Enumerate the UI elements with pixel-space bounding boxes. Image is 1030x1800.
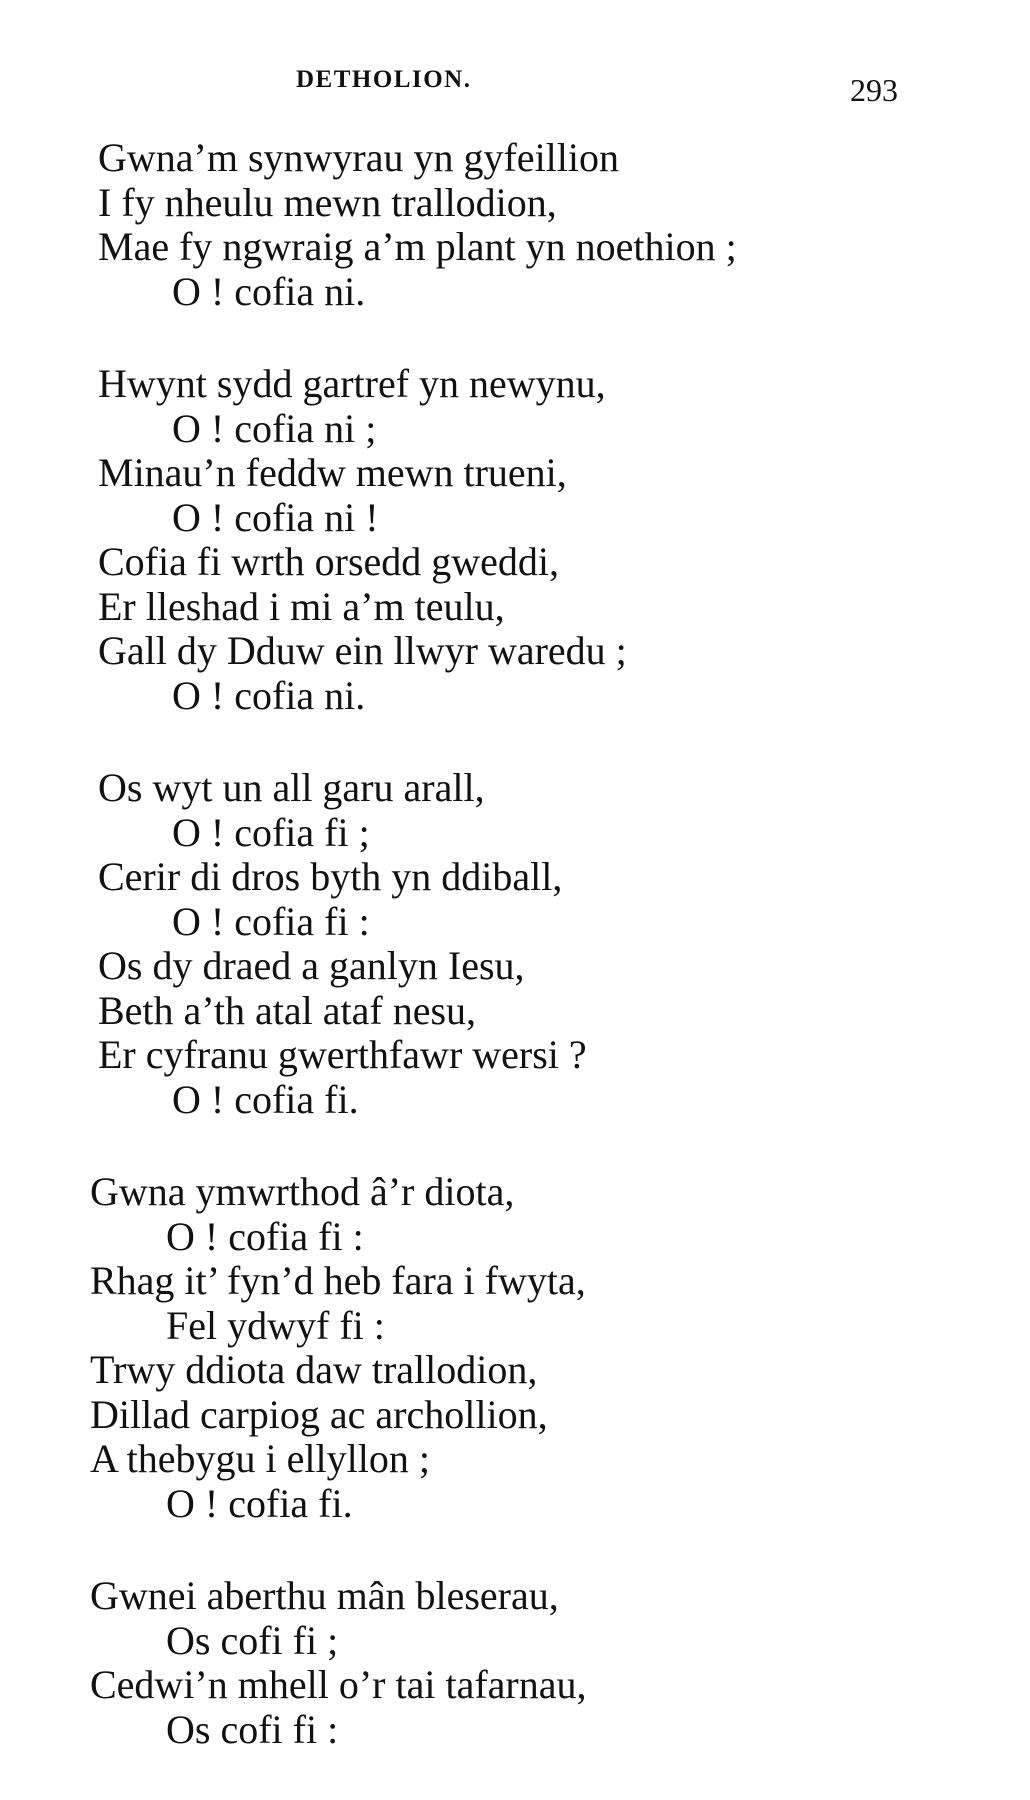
poem-line: Hwynt sydd gartref yn newynu,: [98, 361, 606, 406]
stanza-2: [0, 362, 1030, 718]
poem-line: Trwy ddiota daw trallodion,: [90, 1347, 538, 1392]
poem-line: Beth a’th atal ataf nesu,: [98, 987, 477, 1033]
refrain-line: Fel ydwyf fi :: [166, 1302, 385, 1348]
stanza-3: [0, 766, 1030, 1122]
poem-line: Os wyt un all garu arall,: [98, 765, 485, 810]
poem-line: Gall dy Dduw ein llwyr waredu ;: [98, 628, 627, 673]
stanza-4: [0, 1170, 1030, 1526]
poem-line: Os dy draed a ganlyn Iesu,: [98, 943, 525, 988]
poem-line: Gwnei aberthu mân bleserau,: [90, 1573, 559, 1618]
refrain-line: O ! cofia fi.: [166, 1480, 353, 1526]
stanza-1: [0, 136, 1030, 314]
poem-line: Cerir di dros byth yn ddiball,: [98, 854, 563, 899]
poem-line: A thebygu i ellyllon ;: [90, 1436, 430, 1481]
poem-line: I fy nheulu mewn trallodion,: [98, 179, 557, 225]
refrain-line: O ! cofia ni ;: [172, 405, 377, 451]
refrain-line: O ! cofia fi ;: [172, 809, 370, 855]
running-title: DETHOLION.: [296, 66, 472, 93]
poem-line: Er cyfranu gwerthfawr wersi ?: [98, 1032, 587, 1077]
poem-line: Gwna’m synwyrau yn gyfeillion: [98, 135, 620, 180]
poem-line: Minau’n feddw mewn trueni,: [98, 450, 567, 495]
poem-line: Mae fy ngwraig a’m plant yn noethion ;: [98, 224, 737, 269]
poem-line: Er lleshad i mi a’m teulu,: [98, 583, 505, 629]
refrain-line: O ! cofia ni !: [172, 494, 379, 540]
poem-line: Rhag it’ fyn’d heb fara i fwyta,: [90, 1258, 586, 1303]
poem-line: Gwna ymwrthod â’r diota,: [90, 1169, 515, 1214]
refrain-line: Os cofi fi ;: [166, 1617, 339, 1663]
poem-line: Cofia fi wrth orsedd gweddi,: [98, 539, 560, 584]
poem-line: Cedwi’n mhell o’r tai tafarnau,: [90, 1662, 587, 1707]
refrain-line: Os cofi fi :: [166, 1706, 339, 1752]
refrain-line: O ! cofia ni.: [172, 268, 366, 314]
page-number: 293: [850, 72, 898, 108]
poem-body: [0, 136, 1030, 1800]
refrain-line: O ! cofia ni.: [172, 672, 366, 718]
poem-line: Dillad carpiog ac archollion,: [90, 1391, 548, 1437]
refrain-line: O ! cofia fi.: [172, 1076, 359, 1122]
refrain-line: O ! cofia fi :: [166, 1213, 364, 1259]
refrain-line: O ! cofia fi :: [172, 898, 370, 944]
stanza-5: [0, 1574, 1030, 1752]
